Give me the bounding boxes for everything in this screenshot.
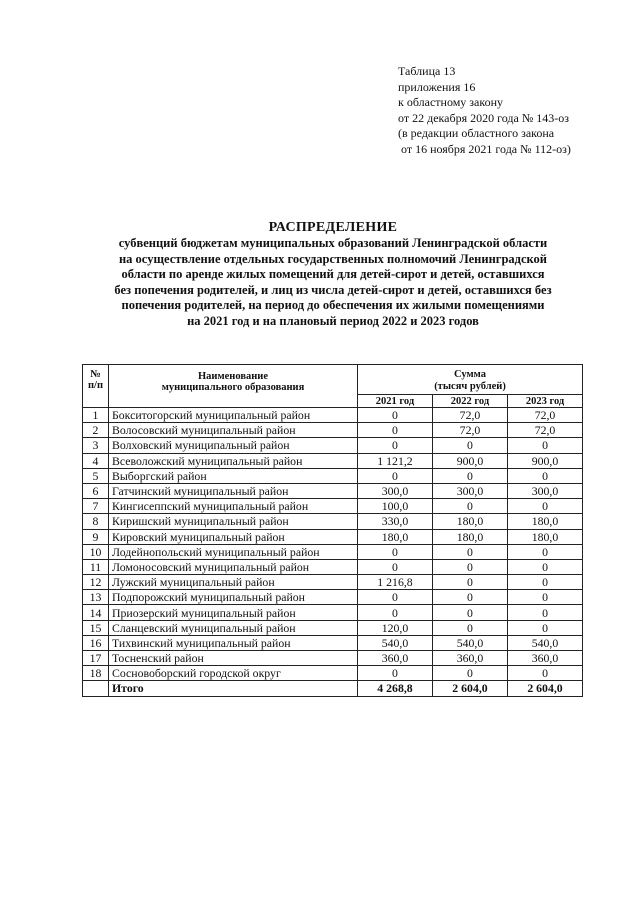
row-number: 13 xyxy=(83,590,109,605)
table-row xyxy=(83,620,583,635)
table-row xyxy=(83,635,583,650)
row-name: Гатчинский муниципальный район xyxy=(109,483,358,498)
row-number: 7 xyxy=(83,499,109,514)
row-2022: 72,0 xyxy=(433,423,508,438)
header-note-line: к областному закону xyxy=(398,95,504,109)
row-name: Приозерский муниципальный район xyxy=(109,605,358,620)
row-2021: 0 xyxy=(358,666,433,681)
table-row xyxy=(83,590,583,605)
row-2021: 0 xyxy=(358,423,433,438)
table-row xyxy=(83,499,583,514)
row-2021: 1 216,8 xyxy=(358,575,433,590)
row-2022: 0 xyxy=(433,620,508,635)
row-2023: 0 xyxy=(508,575,583,590)
row-2023: 300,0 xyxy=(508,483,583,498)
row-name: Тихвинский муниципальный район xyxy=(109,635,358,650)
table-row xyxy=(83,575,583,590)
row-2021: 0 xyxy=(358,605,433,620)
row-number: 8 xyxy=(83,514,109,529)
row-2023: 0 xyxy=(508,590,583,605)
row-2021: 0 xyxy=(358,438,433,453)
table-row xyxy=(83,544,583,559)
row-number: 2 xyxy=(83,423,109,438)
table-row xyxy=(83,559,583,574)
table-row xyxy=(83,423,583,438)
row-2021: 0 xyxy=(358,408,433,423)
row-number: 18 xyxy=(83,666,109,681)
row-2022: 0 xyxy=(433,468,508,483)
row-name: Подпорожский муниципальный район xyxy=(109,590,358,605)
table-row xyxy=(83,438,583,453)
row-number: 1 xyxy=(83,408,109,423)
row-number: 9 xyxy=(83,529,109,544)
header-sum xyxy=(358,365,583,395)
row-number: 11 xyxy=(83,559,109,574)
row-2023: 540,0 xyxy=(508,635,583,650)
row-2022: 900,0 xyxy=(433,453,508,468)
table-row xyxy=(83,483,583,498)
title-line: на осуществление отдельных государственных полномочий Ленинградской xyxy=(118,251,548,266)
table-row xyxy=(83,514,583,529)
header-sum-line1: Сумма xyxy=(454,369,486,380)
row-2022: 180,0 xyxy=(433,514,508,529)
row-name: Выборгский район xyxy=(109,468,358,483)
row-2023: 72,0 xyxy=(508,408,583,423)
row-name: Волосовский муниципальный район xyxy=(109,423,358,438)
document-title xyxy=(60,219,606,329)
row-2022: 0 xyxy=(433,544,508,559)
row-name: Киришский муниципальный район xyxy=(109,514,358,529)
total-2023: 2 604,0 xyxy=(508,681,583,696)
table-row xyxy=(83,453,583,468)
table-body xyxy=(83,408,583,681)
row-number: 4 xyxy=(83,453,109,468)
header-note-line: приложения 16 xyxy=(398,79,476,94)
row-number: 17 xyxy=(83,651,109,666)
header-year-2022: 2022 год xyxy=(433,395,508,408)
table-row xyxy=(83,408,583,423)
row-2022: 0 xyxy=(433,559,508,574)
row-2021: 300,0 xyxy=(358,483,433,498)
header-number xyxy=(83,365,109,408)
row-number: 10 xyxy=(83,544,109,559)
header-number-line1: № xyxy=(90,369,101,380)
row-2023: 0 xyxy=(508,468,583,483)
header-name xyxy=(109,365,358,408)
row-2022: 0 xyxy=(433,605,508,620)
row-2022: 0 xyxy=(433,438,508,453)
header-note-line: от 22 декабря 2020 года № 143-оз xyxy=(398,110,570,125)
row-name: Сланцевский муниципальный район xyxy=(109,620,358,635)
row-2021: 360,0 xyxy=(358,651,433,666)
header-number-line2: п/п xyxy=(87,380,104,391)
header-year-2021: 2021 год xyxy=(358,395,433,408)
row-2022: 360,0 xyxy=(433,651,508,666)
row-name: Лодейнопольский муниципальный район xyxy=(109,544,358,559)
total-2022: 2 604,0 xyxy=(433,681,508,696)
row-2022: 540,0 xyxy=(433,635,508,650)
row-2023: 900,0 xyxy=(508,453,583,468)
table-row xyxy=(83,468,583,483)
row-2021: 330,0 xyxy=(358,514,433,529)
row-2021: 0 xyxy=(358,468,433,483)
row-number: 16 xyxy=(83,635,109,650)
title-line: субвенций бюджетам муниципальных образований Ленинградской области xyxy=(118,236,548,250)
total-2021: 4 268,8 xyxy=(358,681,433,696)
row-2023: 72,0 xyxy=(508,423,583,438)
row-2022: 300,0 xyxy=(433,483,508,498)
row-number: 12 xyxy=(83,575,109,590)
row-2023: 0 xyxy=(508,438,583,453)
row-2022: 0 xyxy=(433,590,508,605)
row-name: Кировский муниципальный район xyxy=(109,529,358,544)
row-2023: 360,0 xyxy=(508,651,583,666)
row-name: Тосненский район xyxy=(109,651,358,666)
row-2022: 0 xyxy=(433,575,508,590)
header-year-2023: 2023 год xyxy=(508,395,583,408)
row-name: Волховский муниципальный район xyxy=(109,438,358,453)
row-2021: 120,0 xyxy=(358,620,433,635)
row-number: 14 xyxy=(83,605,109,620)
row-2021: 0 xyxy=(358,544,433,559)
row-2022: 180,0 xyxy=(433,529,508,544)
row-2021: 0 xyxy=(358,590,433,605)
total-row xyxy=(83,681,583,696)
header-note-line: (в редакции областного закона xyxy=(398,126,555,140)
total-label: Итого xyxy=(109,681,358,696)
row-2023: 0 xyxy=(508,559,583,574)
header-note-line: Таблица 13 xyxy=(398,64,456,78)
row-name: Всеволожский муниципальный район xyxy=(109,453,358,468)
row-number: 3 xyxy=(83,438,109,453)
distribution-table xyxy=(82,364,583,697)
title-line: без попечения родителей, и лиц из числа детей-сирот и детей, оставшихся без xyxy=(114,282,552,297)
row-2023: 180,0 xyxy=(508,529,583,544)
row-2021: 1 121,2 xyxy=(358,453,433,468)
header-name-line1: Наименование xyxy=(198,371,268,382)
row-2023: 0 xyxy=(508,605,583,620)
table-row xyxy=(83,666,583,681)
table-row xyxy=(83,651,583,666)
row-2023: 0 xyxy=(508,666,583,681)
table-row xyxy=(83,529,583,544)
title-line: области по аренде жилых помещений для детей-сирот и детей, оставшихся xyxy=(121,267,545,281)
row-2021: 540,0 xyxy=(358,635,433,650)
title-line: на 2021 год и на плановый период 2022 и 2023 годов xyxy=(187,313,479,328)
row-number: 6 xyxy=(83,483,109,498)
row-name: Лужский муниципальный район xyxy=(109,575,358,590)
row-name: Ломоносовский муниципальный район xyxy=(109,559,358,574)
row-number: 15 xyxy=(83,620,109,635)
title-main: РАСПРЕДЕЛЕНИЕ xyxy=(268,220,398,235)
row-2023: 0 xyxy=(508,620,583,635)
row-2022: 0 xyxy=(433,499,508,514)
total-num-cell xyxy=(83,681,109,696)
header-name-line2: муниципального образования xyxy=(161,382,305,393)
row-2023: 0 xyxy=(508,499,583,514)
row-name: Бокситогорский муниципальный район xyxy=(109,408,358,423)
title-line: попечения родителей, на период до обеспечения их жилыми помещениями xyxy=(121,298,545,312)
row-number: 5 xyxy=(83,468,109,483)
row-2023: 0 xyxy=(508,544,583,559)
header-note-line: от 16 ноября 2021 года № 112-оз) xyxy=(398,141,571,156)
row-name: Кингисеппский муниципальный район xyxy=(109,499,358,514)
row-2021: 100,0 xyxy=(358,499,433,514)
header-note xyxy=(398,64,571,157)
header-sum-line2: (тысяч рублей) xyxy=(434,381,506,392)
table-row xyxy=(83,605,583,620)
row-2022: 72,0 xyxy=(433,408,508,423)
row-name: Сосновоборский городской округ xyxy=(109,666,358,681)
row-2021: 180,0 xyxy=(358,529,433,544)
row-2023: 180,0 xyxy=(508,514,583,529)
row-2021: 0 xyxy=(358,559,433,574)
row-2022: 0 xyxy=(433,666,508,681)
